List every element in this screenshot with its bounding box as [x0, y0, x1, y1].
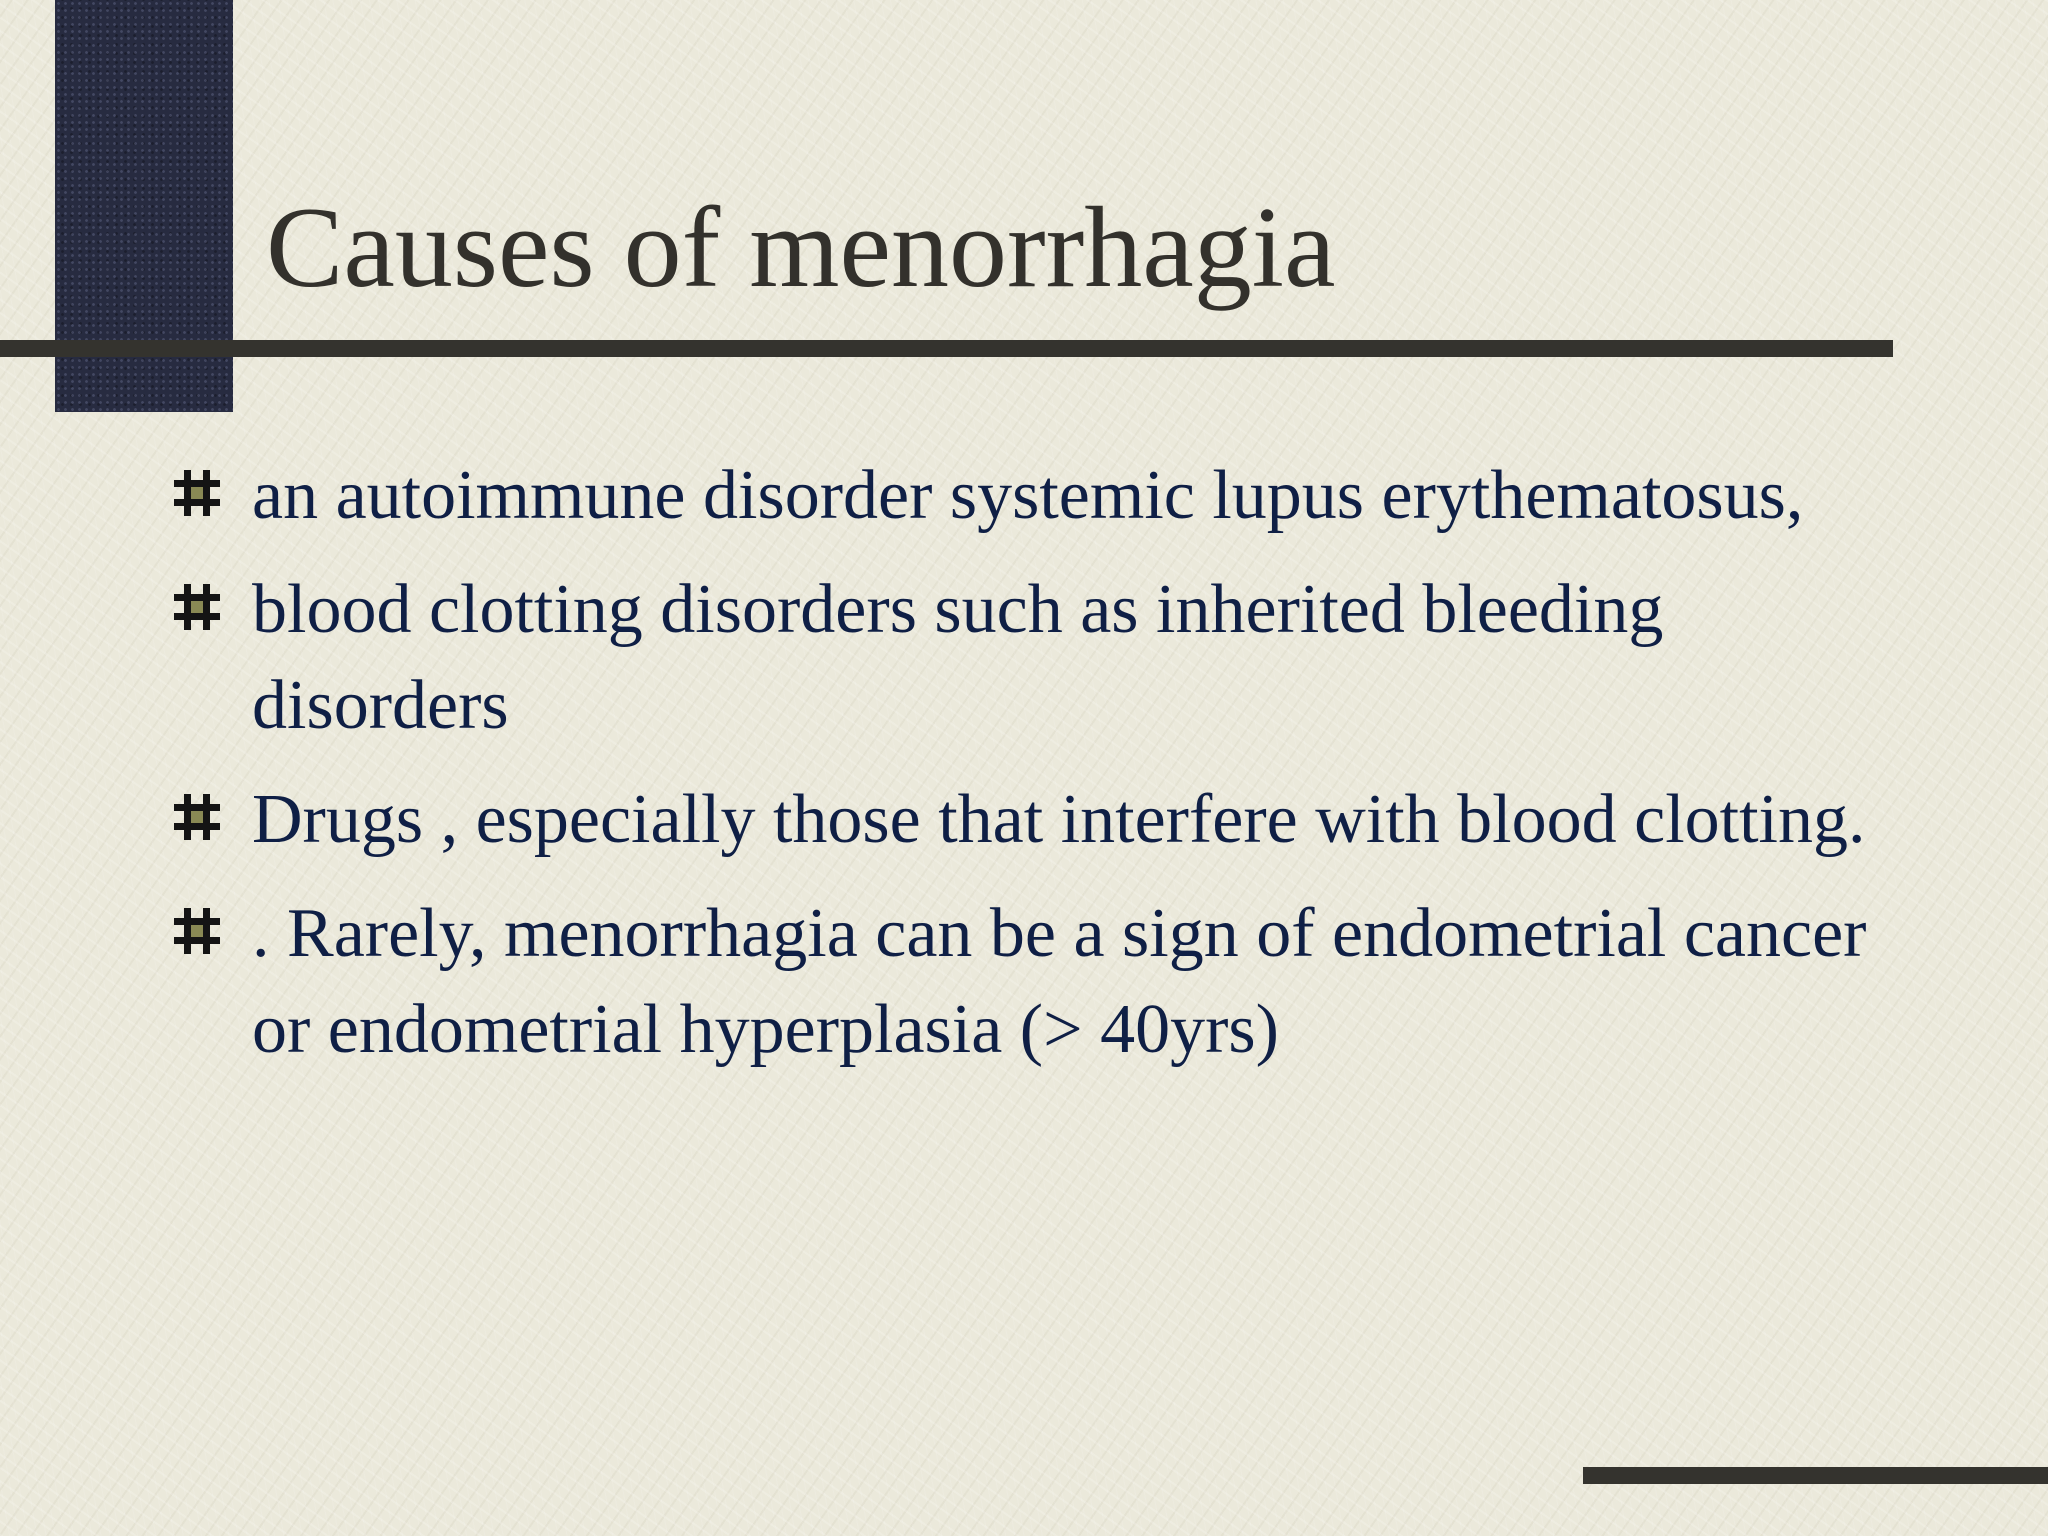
hash-bullet-icon	[172, 582, 222, 632]
bullet-item	[168, 772, 1908, 868]
bullet-text: Drugs , especially those that interfere with blood clotting.	[252, 781, 1866, 858]
bullet-text: blood clotting disorders such as inherited bleeding disorders	[252, 571, 1664, 744]
bullet-item	[168, 448, 1908, 544]
bottom-decorative-rule	[1583, 1467, 2048, 1484]
bullet-text: an autoimmune disorder systemic lupus erythematosus,	[252, 457, 1804, 534]
bullet-item	[168, 886, 1908, 1078]
hash-bullet-icon	[172, 792, 222, 842]
hash-bullet-icon	[172, 468, 222, 518]
title-underline-rule	[0, 340, 1893, 357]
bullet-item	[168, 562, 1908, 754]
slide-title: Causes of menorrhagia	[266, 184, 1336, 312]
hash-bullet-icon	[172, 906, 222, 956]
bullet-text: . Rarely, menorrhagia can be a sign of endometrial cancer or endometrial hyperplasia (˃ 40yrs)	[252, 895, 1867, 1068]
bullet-list	[168, 448, 1908, 1096]
